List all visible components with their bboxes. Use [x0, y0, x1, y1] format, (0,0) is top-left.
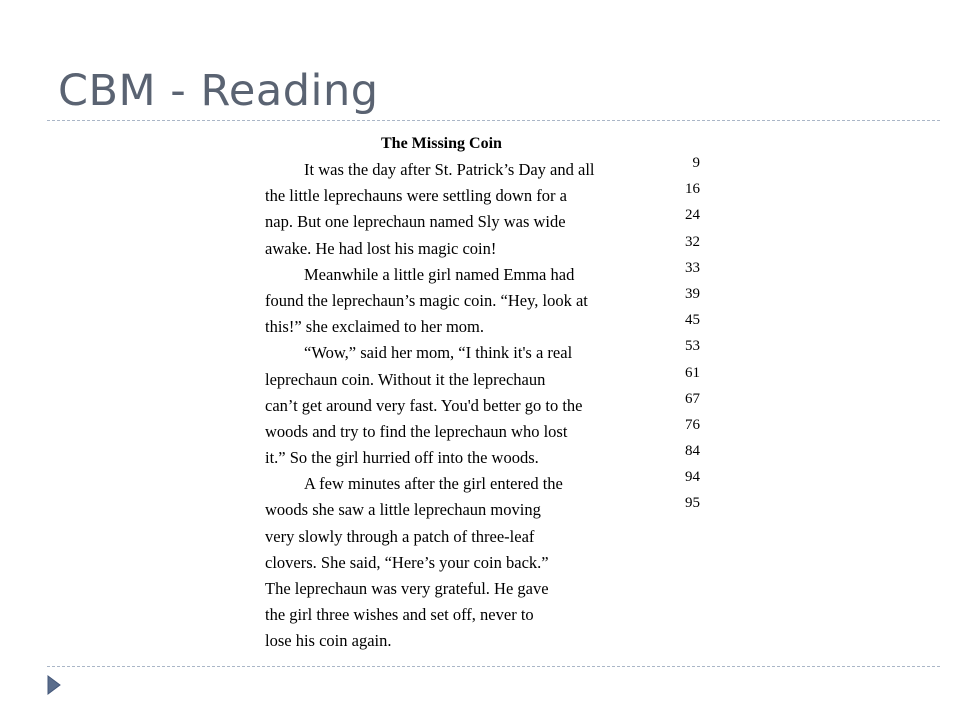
passage-line: the girl three wishes and set off, never to: [265, 605, 534, 625]
word-count: 53: [685, 338, 700, 355]
passage-line: The leprechaun was very grateful. He gave: [265, 579, 549, 598]
word-count: 33: [685, 259, 700, 276]
passage-line: nap. But one leprechaun named Sly was wide: [265, 212, 566, 232]
bottom-divider: [47, 666, 940, 667]
word-count: 45: [685, 312, 700, 329]
passage-line: woods and try to find the leprechaun who lost: [265, 421, 568, 441]
passage-line: clovers. She said, “Here’s your coin back.”: [265, 552, 549, 572]
passage-line: leprechaun coin. Without it the leprechaun: [265, 369, 546, 389]
passage-line: this!” she exclaimed to her mom.: [265, 317, 485, 337]
passage-line: Meanwhile a little girl named Emma had: [304, 264, 575, 284]
passage-line: very slowly through a patch of three-leaf: [265, 526, 535, 546]
passage-line: lose his coin again.: [265, 631, 392, 651]
triangle-right-icon[interactable]: [47, 675, 61, 695]
passage-line: can’t get around very fast. You'd better go to the: [265, 395, 583, 415]
passage-line: found the leprechaun’s magic coin. “Hey, look at: [265, 290, 588, 310]
word-count: 67: [685, 390, 700, 407]
word-count: 95: [685, 495, 700, 512]
word-count: 16: [685, 181, 700, 198]
slide-title: CBM - Reading: [58, 66, 379, 116]
word-count: 24: [685, 207, 700, 224]
passage-line: the little leprechauns were settling down for a: [265, 186, 567, 206]
word-count: 61: [685, 364, 700, 381]
passage-line: woods she saw a little leprechaun moving: [265, 500, 541, 520]
passage-line: awake. He had lost his magic coin!: [265, 238, 497, 258]
word-count: 39: [685, 285, 700, 302]
word-count: 84: [685, 443, 700, 460]
word-count: 32: [685, 233, 700, 250]
top-divider: [47, 120, 940, 121]
word-count: 9: [692, 155, 700, 171]
word-count: 94: [685, 469, 700, 486]
passage-line: It was the day after St. Patrick’s Day and all: [304, 160, 595, 179]
passage-line: it.” So the girl hurried off into the woods.: [265, 448, 539, 468]
story-title: The Missing Coin: [381, 135, 502, 152]
word-count: 76: [685, 416, 700, 433]
word-count-column: [664, 150, 700, 517]
passage-text: [265, 157, 685, 655]
passage-line: A few minutes after the girl entered the: [304, 474, 563, 494]
passage-line: “Wow,” said her mom, “I think it's a real: [304, 343, 573, 363]
